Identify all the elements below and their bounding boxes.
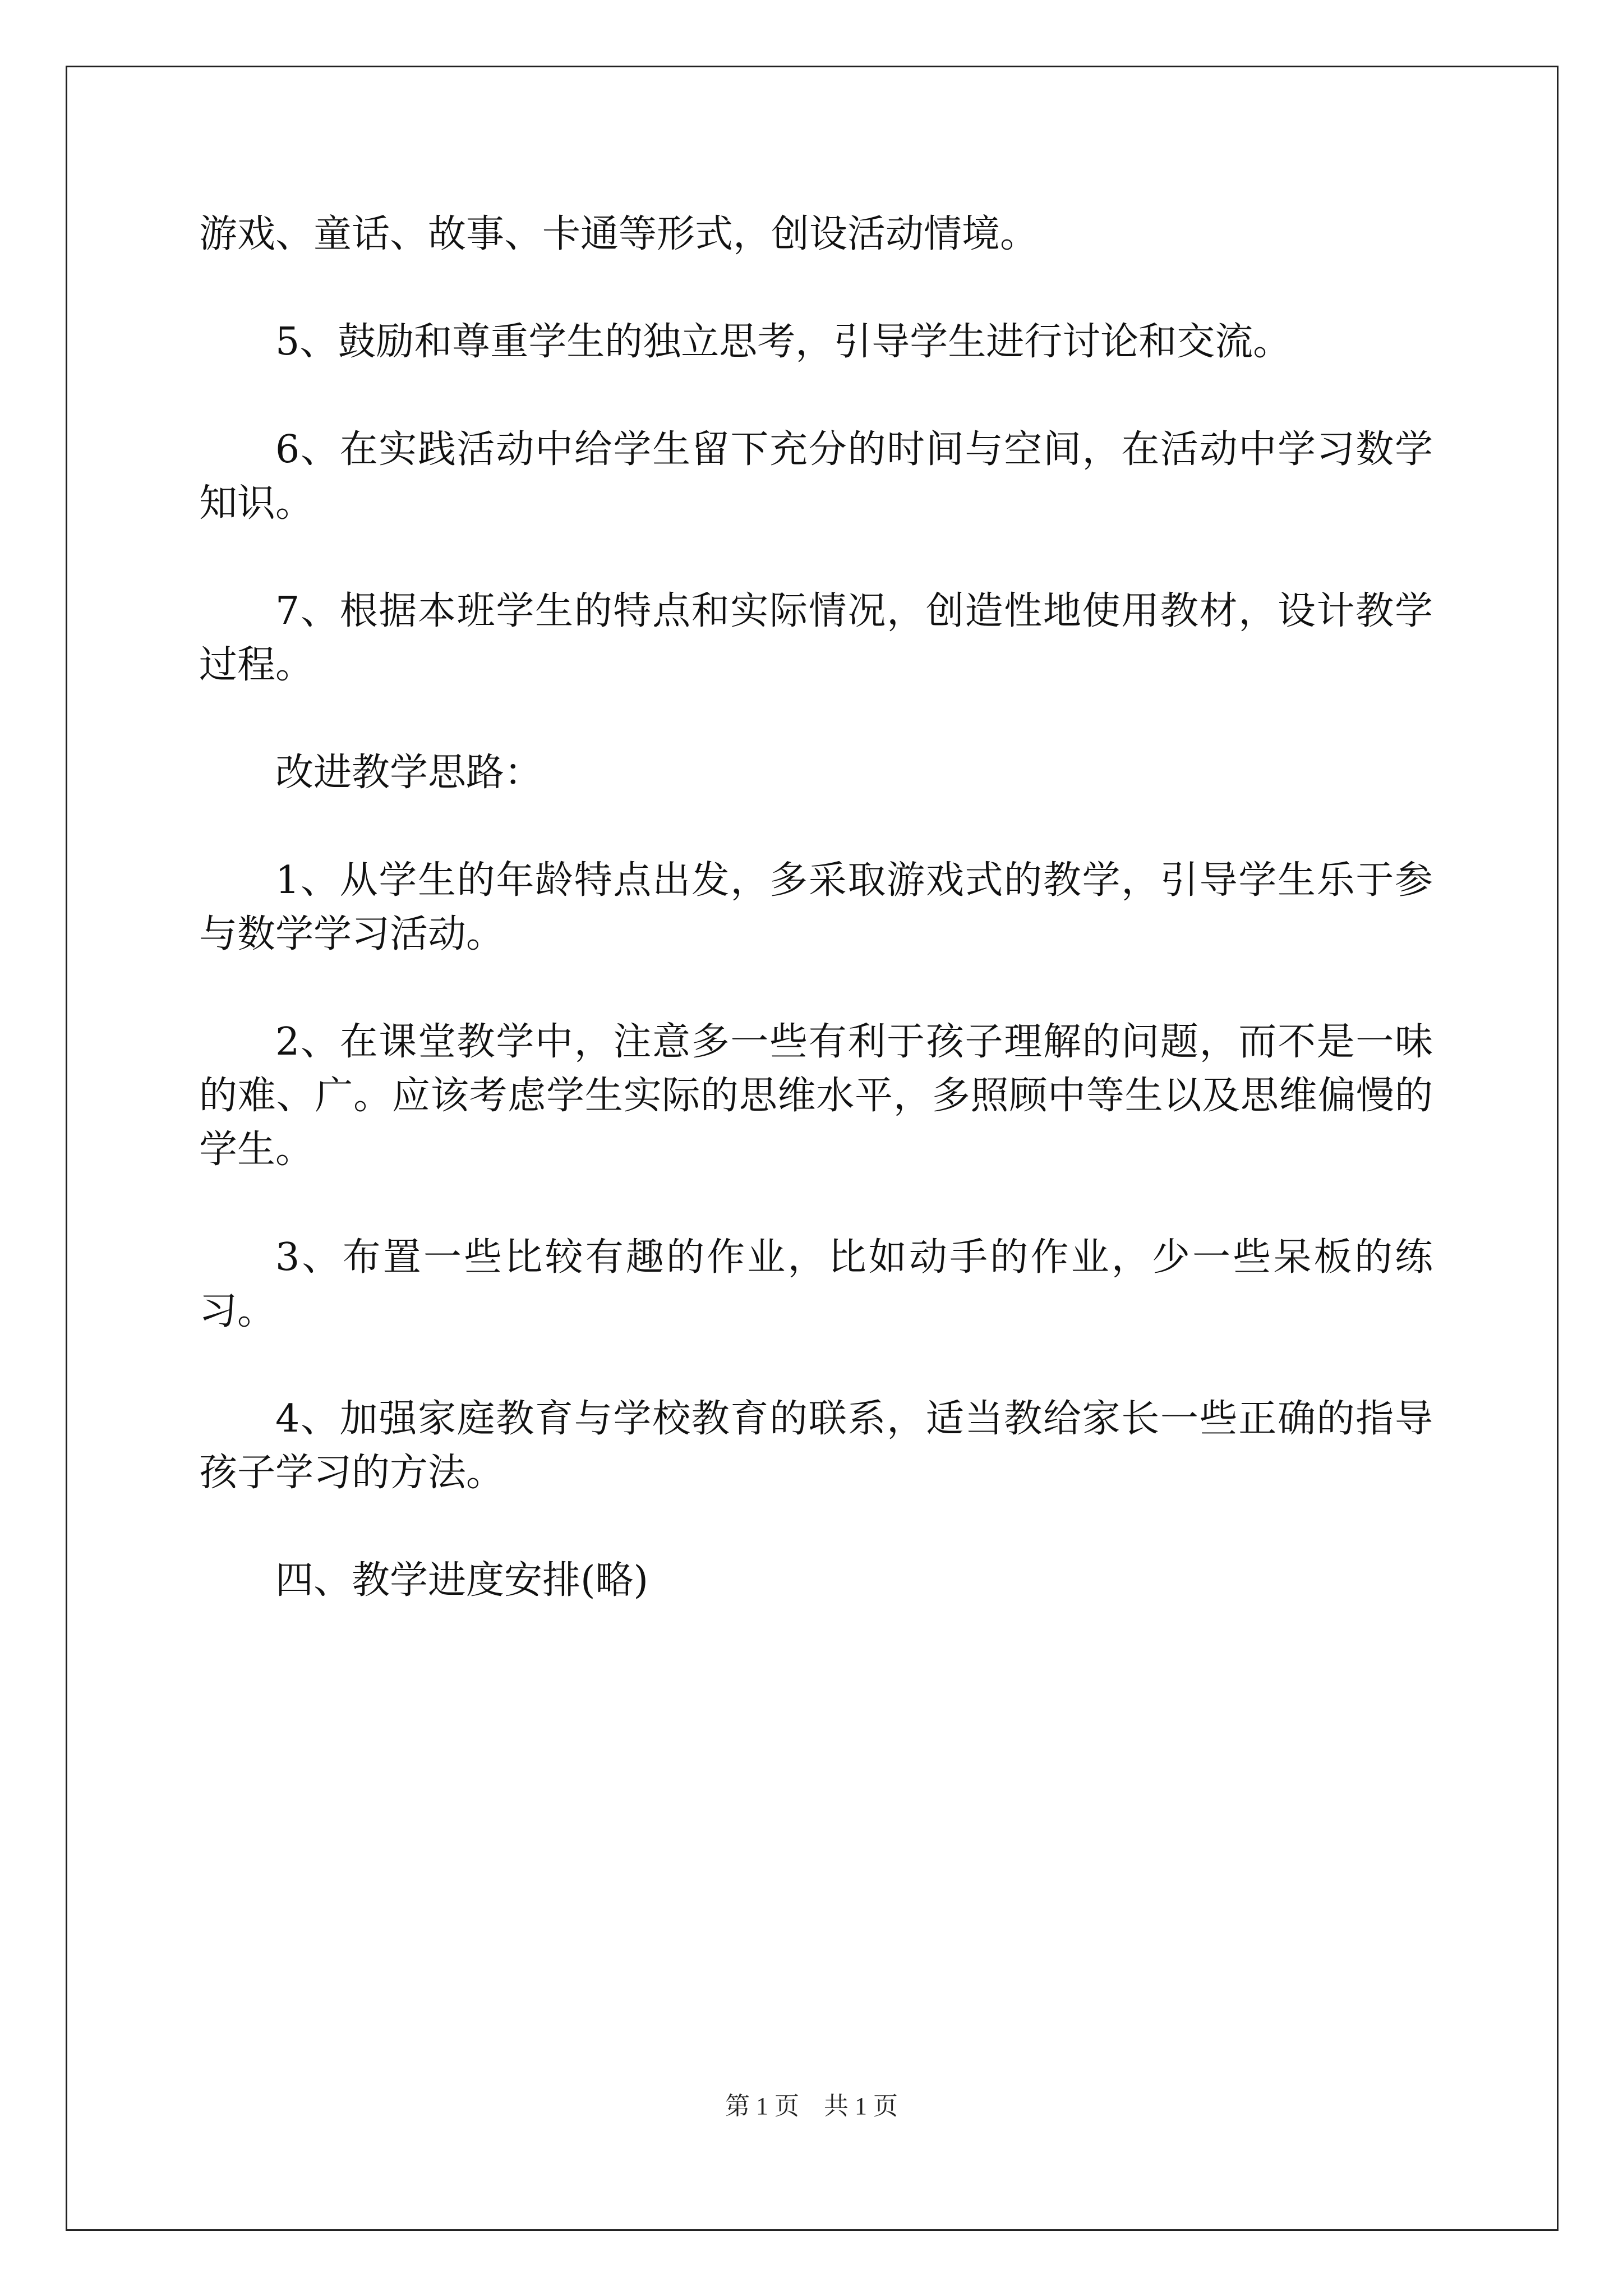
paragraph: 2、在课堂教学中，注意多一些有利于孩子理解的问题，而不是一味的难、广。应该考虑学生实际的思维水平，多照顾中等生以及思维偏慢的学生。	[199, 1020, 1433, 1172]
page-number-footer: 第 1 页 共 1 页	[725, 2092, 898, 2120]
paragraph: 3、布置一些比较有趣的作业，比如动手的作业，少一些呆板的练习。	[199, 1235, 1433, 1333]
section-heading: 四、教学进度安排(略)	[275, 1558, 649, 1603]
paragraph: 6、在实践活动中给学生留下充分的时间与空间，在活动中学习数学知识。	[199, 427, 1433, 526]
paragraph: 1、从学生的年龄特点出发，多采取游戏式的教学，引导学生乐于参与数学学习活动。	[199, 858, 1433, 956]
paragraph: 5、鼓励和尊重学生的独立思考，引导学生进行讨论和交流。	[275, 320, 1292, 364]
paragraph: 游戏、童话、故事、卡通等形式，创设活动情境。	[199, 212, 1039, 256]
section-heading: 改进教学思路：	[275, 751, 543, 795]
paragraph: 7、根据本班学生的特点和实际情况，创造性地使用教材，设计教学过程。	[199, 589, 1433, 687]
paragraph: 4、加强家庭教育与学校教育的联系，适当教给家长一些正确的指导孩子学习的方法。	[199, 1397, 1433, 1495]
document-body	[199, 208, 1433, 1662]
